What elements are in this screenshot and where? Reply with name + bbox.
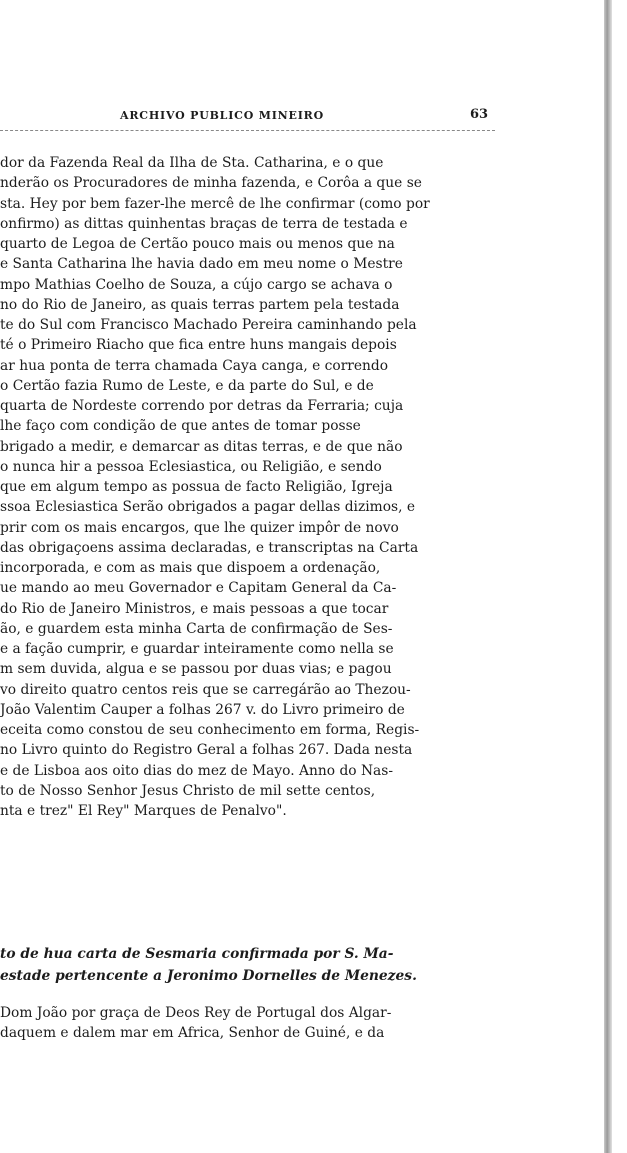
text-line: brigado a medir, e demarcar as ditas terras, e de que não xyxy=(0,438,403,455)
text-line: quarta de Nordeste correndo por detras da Ferraria; cuja xyxy=(0,398,404,414)
text-line: Dom João por graça de Deos Rey de Portugal dos Algar- xyxy=(0,1005,392,1021)
page-number: 63 xyxy=(470,107,489,122)
text-line: lhe faço com condição de que antes de tomar posse xyxy=(0,418,361,435)
text-line: João Valentim Cauper a folhas 267 v. do Livro primeiro de xyxy=(0,701,405,718)
text-line: té o Primeiro Riacho que fica entre huns mangais depois xyxy=(0,337,397,354)
text-line: o Certão fazia Rumo de Leste, e da parte do Sul, e de xyxy=(0,377,374,394)
text-line: daquem e dalem mar em Africa, Senhor de Guiné, e da xyxy=(0,1025,385,1042)
text-line: e de Lisboa aos oito dias do mez de Mayo. Anno do Nas- xyxy=(0,762,394,779)
caption-line: estade pertencente a Jeronimo Dornelles de Menezes. xyxy=(0,968,417,984)
text-line: no do Rio de Janeiro, as quais terras partem pela testada xyxy=(0,296,400,313)
text-line: eceita como constou de seu conhecimento em forma, Regis- xyxy=(0,722,420,738)
text-line: que em algum tempo as possua de facto Religião, Igreja xyxy=(0,479,393,495)
header-rule xyxy=(0,130,495,131)
text-line: no Livro quinto do Registro Geral a folhas 267. Dada nesta xyxy=(0,742,413,759)
text-line: do Rio de Janeiro Ministros, e mais pessoas a que tocar xyxy=(0,600,389,617)
running-head: ARCHIVO PUBLICO MINEIRO xyxy=(120,109,324,122)
text-line: ar hua ponta de terra chamada Caya canga, e correndo xyxy=(0,357,389,374)
text-line: prir com os mais encargos, que lhe quizer impôr de novo xyxy=(0,519,399,536)
text-line: ssoa Eclesiastica Serão obrigados a pagar dellas dizimos, e xyxy=(0,499,416,516)
page-edge-shadow xyxy=(604,0,612,1153)
text-line: sta. Hey por bem fazer-lhe mercê de lhe confirmar (como por xyxy=(0,195,430,212)
text-line: incorporada, e com as mais que dispoem a ordenação, xyxy=(0,560,381,576)
text-line: quarto de Legoa de Certão pouco mais ou menos que na xyxy=(0,236,395,252)
text-line: to de Nosso Senhor Jesus Christo de mil sette centos, xyxy=(0,782,376,799)
text-line: mpo Mathias Coelho de Souza, a cújo cargo se achava o xyxy=(0,276,393,293)
second-document-text xyxy=(0,1003,391,1044)
text-line: nta e trez" El Rey" Marques de Penalvo". xyxy=(0,803,287,819)
text-line: ão, e guardem esta minha Carta de confirmação de Ses- xyxy=(0,620,393,637)
text-line: m sem duvida, algua e se passou por duas vias; e pagou xyxy=(0,661,392,678)
text-line: das obrigaçoens assima declaradas, e transcriptas na Carta xyxy=(0,539,419,556)
text-line: dor da Fazenda Real da Ilha de Sta. Catharina, e o que xyxy=(0,155,384,171)
text-line: e a fação cumprir, e guardar inteiramente como nella se xyxy=(0,641,394,657)
body-text xyxy=(0,153,490,821)
text-line: te do Sul com Francisco Machado Pereira caminhando pela xyxy=(0,317,417,333)
text-line: nderão os Procuradores de minha fazenda, e Corôa a que se xyxy=(0,175,422,192)
text-line: e Santa Catharina lhe havia dado em meu nome o Mestre xyxy=(0,256,403,273)
document-caption xyxy=(0,943,417,987)
text-line: ue mando ao meu Governador e Capitam General da Ca- xyxy=(0,580,397,597)
caption-line: to de hua carta de Sesmaria confirmada por S. Ma- xyxy=(0,946,394,962)
text-line: onfirmo) as dittas quinhentas braças de terra de testada e xyxy=(0,215,408,232)
text-line: o nunca hir a pessoa Eclesiastica, ou Religião, e sendo xyxy=(0,458,382,475)
text-line: vo direito quatro centos reis que se carregárão ao Thezou- xyxy=(0,681,411,698)
